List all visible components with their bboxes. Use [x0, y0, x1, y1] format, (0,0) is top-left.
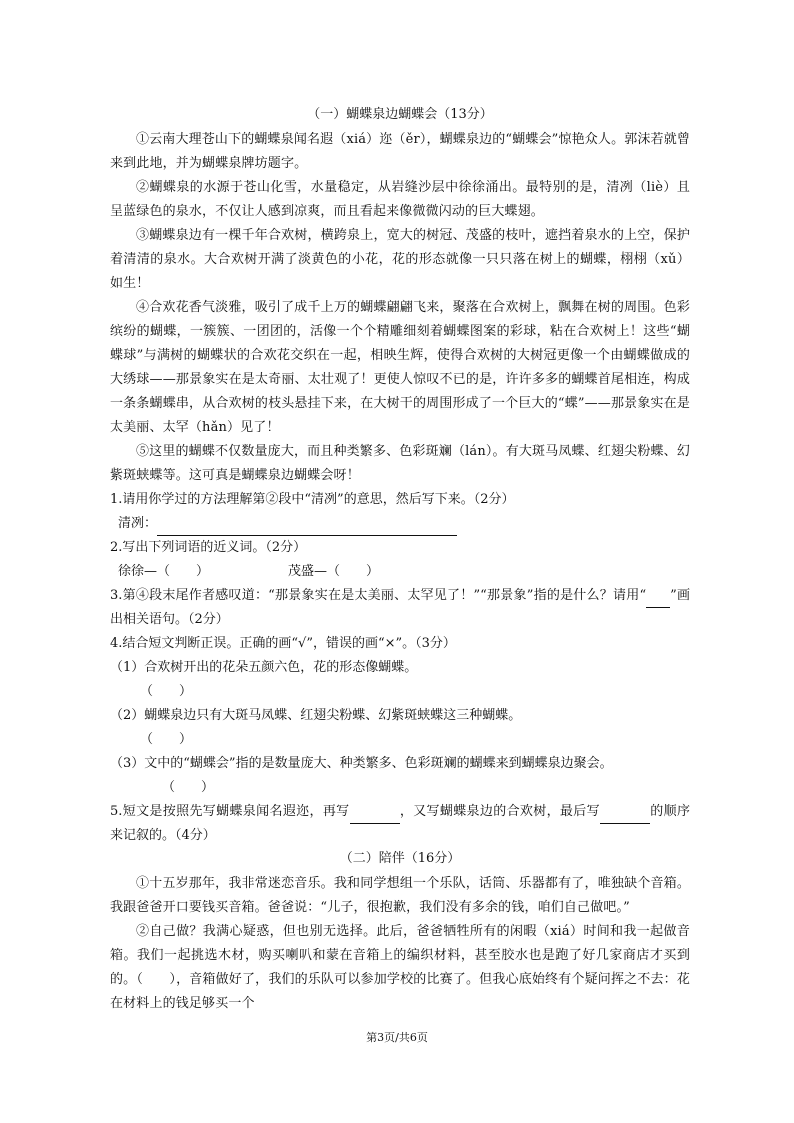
question-2: 2.写出下列词语的近义词。（2分）: [110, 540, 307, 555]
passage1-paragraph-3: ③蝴蝶泉边有一棵千年合欢树，横跨泉上，宽大的树冠、茂盛的枝叶，遮挡着泉水的上空，保护着清清的泉水。大合欢树开满了淡黄色的小花，花的形态就像一只只落在树上的蝴蝶，栩栩（xǔ）如生！: [110, 228, 690, 291]
question-4: 4.结合短文判断正误。正确的画“√”，错误的画“×”。（3分）: [110, 636, 456, 651]
question-4-item-2: （2）蝴蝶泉边只有大斑马凤蝶、红翅尖粉蝶、幻紫斑蛱蝶这三种蝴蝶。: [110, 708, 522, 723]
question-2-answer-row: [110, 560, 690, 584]
exam-page: [110, 104, 690, 1016]
question-3: [110, 584, 690, 632]
question-4-item-1: （1）合欢树开出的花朵五颜六色，花的形态像蝴蝶。: [110, 660, 418, 675]
passage2-paragraph-1: ①十五岁那年，我非常迷恋音乐。我和同学想组一个乐队，话筒、乐器都有了，唯独缺个音箱。我跟爸爸开口要钱买音箱。爸爸说：“儿子，很抱歉，我们没有多余的钱，咱们自己做吧。”: [110, 876, 690, 915]
section2-title: （二）陪伴（16分）: [339, 851, 461, 866]
underline-marker: [646, 594, 670, 608]
passage1-paragraph-5: ⑤这里的蝴蝶不仅数量庞大，而且种类繁多、色彩斑斓（lán）。有大斑马凤蝶、红翅尖粉蝶、幻紫斑蛱蝶等。这可真是蝴蝶泉边蝴蝶会呀！: [110, 444, 690, 483]
question-2-item-b[interactable]: 茂盛—（ ）: [288, 564, 380, 579]
question-2-item-a[interactable]: 徐徐—（ ）: [118, 564, 210, 579]
question-3-text-start: 3.第④段末尾作者感叹道：“那景象实在是太美丽、太罕见了！”“那景象”指的是什么？请用“: [110, 588, 647, 603]
question-5-blank-2[interactable]: [600, 810, 650, 824]
question-3-text-end: ”画出相关语句。（2分）: [110, 588, 690, 627]
section1-title: （一）蝴蝶泉边蝴蝶会（13分）: [307, 107, 493, 122]
passage1-paragraph-2: ②蝴蝶泉的水源于苍山化雪，水量稳定，从岩缝沙层中徐徐涌出。最特别的是，清冽（liè）且呈蓝绿色的泉水，不仅让人感到凉爽，而且看起来像微微闪动的巨大蝶翅。: [110, 180, 690, 219]
passage1-paragraph-1: ①云南大理苍山下的蝴蝶泉闻名遐（xiá）迩（ěr），蝴蝶泉边的“蝴蝶会”惊艳众人。郭沫若就曾来到此地，并为蝴蝶泉牌坊题字。: [110, 132, 690, 171]
question-4-item-3-answer[interactable]: （ ）: [162, 780, 215, 795]
passage2-paragraph-2: ②自己做？我满心疑惑，但也别无选择。此后，爸爸牺牲所有的闲暇（xiá）时间和我一起做音箱。我们一起挑选木材，购买喇叭和蒙在音箱上的编织材料，甚至胶水也是跑了好几家商店才买到的。（ ），音箱做好了，我们的乐队可以参加学校的比赛了。但我心底始终有个疑问挥之不去：花在材料上的钱足够买一个: [110, 924, 690, 1011]
question-5-text-b: ，又写蝴蝶泉边的合欢树，最后写: [399, 804, 600, 819]
page-number: 第3页/共6页: [366, 1031, 428, 1044]
question-1-answer-line[interactable]: [157, 521, 457, 536]
question-1-label: 清冽：: [118, 516, 158, 531]
question-4-item-3: （3）文中的“蝴蝶会”指的是数量庞大、种类繁多、色彩斑斓的蝴蝶来到蝴蝶泉边聚会。: [110, 756, 613, 771]
question-1-answer-row: [110, 512, 690, 536]
question-4-item-1-answer[interactable]: （ ）: [140, 684, 193, 699]
question-5-text-a: 5.短文是按照先写蝴蝶泉闻名遐迩，再写: [110, 804, 350, 819]
question-4-item-2-answer[interactable]: （ ）: [140, 732, 193, 747]
question-5-blank-1[interactable]: [350, 810, 400, 824]
question-1: 1.请用你学过的方法理解第②段中“清冽”的意思，然后写下来。（2分）: [110, 492, 515, 507]
question-5: [110, 800, 690, 848]
passage1-paragraph-4: ④合欢花香气淡雅，吸引了成千上万的蝴蝶翩翩飞来，聚落在合欢树上，飘舞在树的周围。色彩缤纷的蝴蝶，一簇簇、一团团的，活像一个个精雕细刻着蝴蝶图案的彩球，粘在合欢树上！这些“蝴蝶球”与满树的蝴蝶状的合欢花交织在一起，相映生辉，使得合欢树的大树冠更像一个由蝴蝶做成的大绣球——那景象实在是太奇丽、太壮观了！更使人惊叹不已的是，许许多多的蝴蝶首尾相连，构成一条条蝴蝶串，从合欢树的枝头悬挂下来，在大树干的周围形成了一个巨大的“蝶”——那景象实在是太美丽、太罕（hǎn）见了！: [110, 300, 690, 435]
question-5-text-c: 的顺序来记叙的。（4分）: [110, 804, 690, 843]
